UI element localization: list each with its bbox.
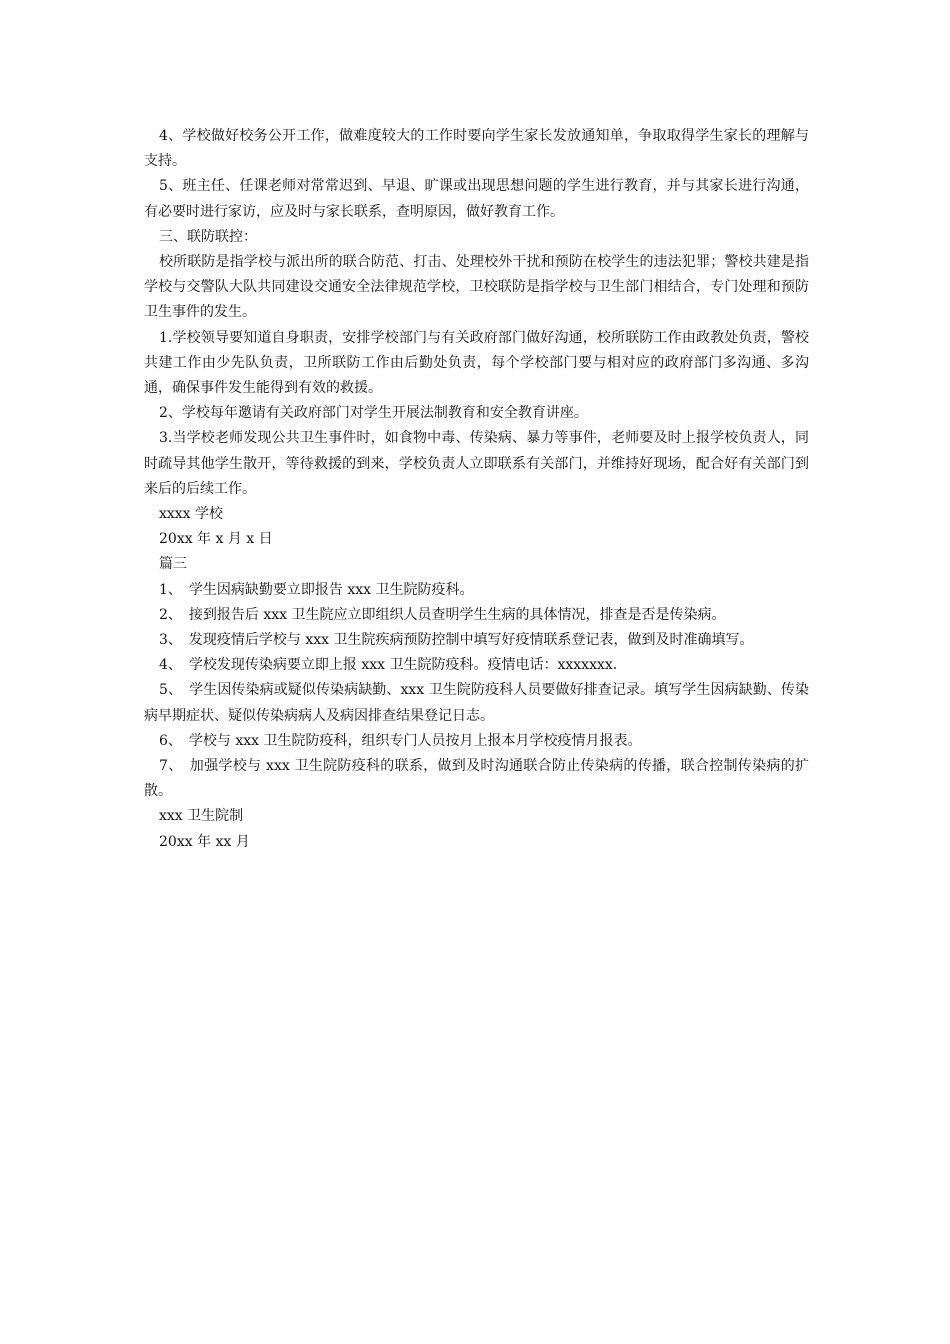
- list-item-5: 5、 学生因传染病或疑似传染病缺勤、xxx 卫生院防疫科人员要做好排查记录。填写学生因病缺勤、传染病早期症状、疑似传染病病人及病因排查结果登记日志。: [144, 682, 809, 724]
- section-heading-part-three: 篇三: [159, 556, 187, 573]
- list-item-4: 4、 学校发现传染病要立即上报 xxx 卫生院防疫科。疫情电话：xxxxxxx.: [159, 657, 618, 674]
- list-item-6: 6、 学校与 xxx 卫生院防疫科，组织专门人员按月上报本月学校疫情月报表。: [159, 732, 642, 749]
- signature-date: 20xx 年 x 月 x 日: [159, 531, 273, 548]
- signature-school: xxxx 学校: [159, 506, 224, 523]
- list-item-7: 7、 加强学校与 xxx 卫生院防疫科的联系，做到及时沟通联合防止传染病的传播，联合控制传染病的扩散。: [144, 758, 809, 800]
- list-item-1: 1、 学生因病缺勤要立即报告 xxx 卫生院防疫科。: [159, 581, 474, 598]
- list-item-3: 3、 发现疫情后学校与 xxx 卫生院疾病预防控制中填写好疫情联系登记表，做到及时准确填写。: [159, 632, 754, 649]
- document-body: [144, 124, 809, 855]
- signature-month: 20xx 年 xx 月: [159, 833, 250, 850]
- paragraph-item-3-public-health-event: 3.当学校老师发现公共卫生事件时，如食物中毒、传染病、暴力等事件，老师要及时上报学校负责人，同时疏导其他学生散开，等待救援的到来，学校负责人立即联系有关部门，并维持好现场，配合好有关部门到来后的后续工作。: [144, 430, 809, 497]
- paragraph-item-1-leadership-duty: 1.学校领导要知道自身职责，安排学校部门与有关政府部门做好沟通，校所联防工作由政教处负责，警校共建工作由少先队负责，卫所联防工作由后勤处负责，每个学校部门要与相对应的政府部门多沟通、多沟通，确保事件发生能得到有效的救援。: [144, 329, 809, 397]
- paragraph-item-2-lectures: 2、学校每年邀请有关政府部门对学生开展法制教育和安全教育讲座。: [159, 405, 588, 422]
- paragraph-item-5-teacher-guidance: 5、班主任、任课老师对常常迟到、早退、旷课或出现思想问题的学生进行教育，并与其家长进行沟通，有必要时进行家访，应及时与家长联系，查明原因，做好教育工作。: [144, 178, 809, 220]
- paragraph-joint-prevention-definition: 校所联防是指学校与派出所的联合防范、打击、处理校外干扰和预防在校学生的违法犯罪；警校共建是指学校与交警队大队共同建设交通安全法律规范学校，卫校联防是指学校与卫生部门相结合，专门处理和预防卫生事件的发生。: [144, 254, 809, 321]
- signature-health-center: xxx 卫生院制: [159, 808, 244, 825]
- list-item-2: 2、 接到报告后 xxx 卫生院应立即组织人员查明学生生病的具体情况，排查是否是传染病。: [159, 606, 726, 623]
- paragraph-item-4-transparency: 4、学校做好校务公开工作，做难度较大的工作时要向学生家长发放通知单，争取取得学生家长的理解与支持。: [144, 128, 809, 170]
- section-heading-joint-prevention: 三、联防联控：: [159, 228, 257, 245]
